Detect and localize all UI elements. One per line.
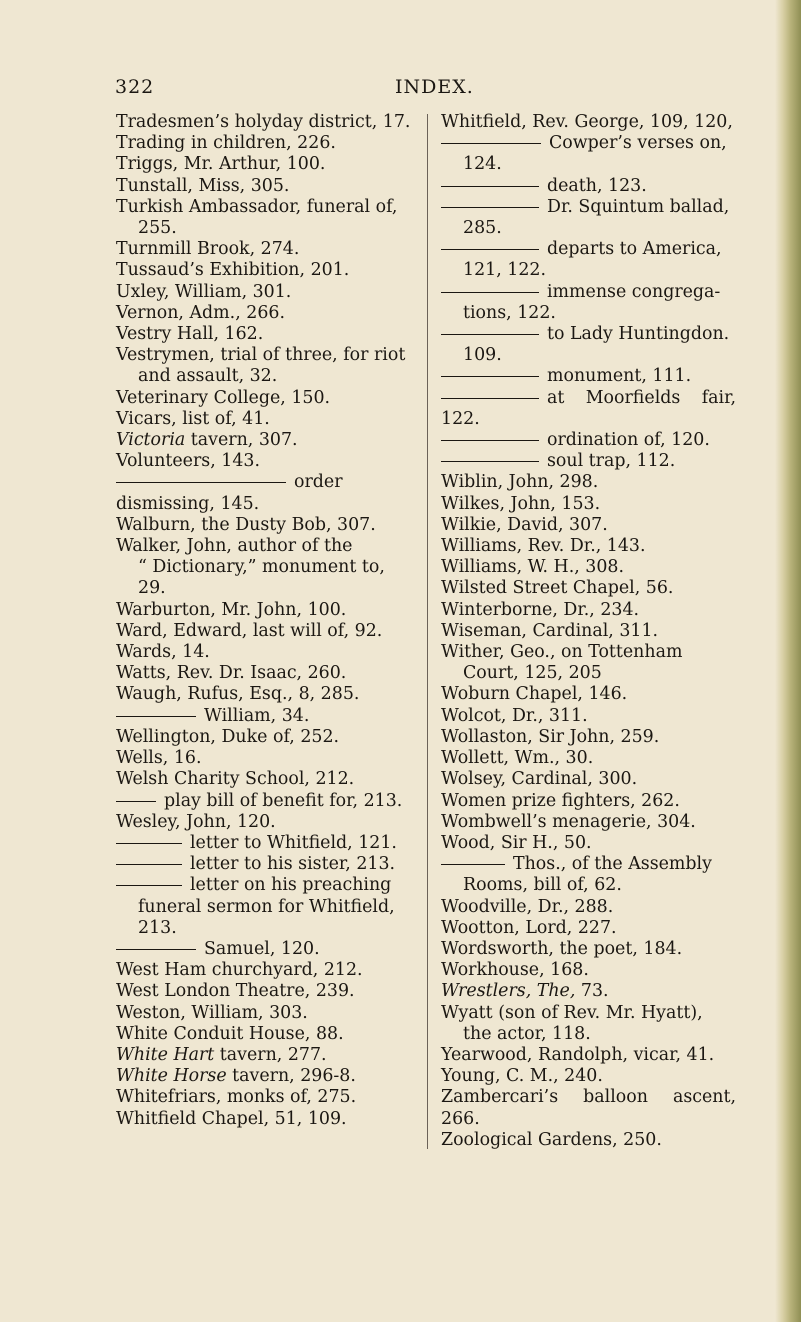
index-entry xyxy=(116,133,414,154)
index-entry xyxy=(441,684,736,705)
entry-text: White Conduit House, 88. xyxy=(116,1023,344,1044)
entry-text: Woodville, Dr., 288. xyxy=(441,896,614,917)
index-entry-continuation xyxy=(441,218,736,239)
entry-text: 255. xyxy=(138,218,177,239)
index-subentry xyxy=(441,133,736,154)
entry-text: Wombwell’s menagerie, 304. xyxy=(441,811,696,832)
index-entry xyxy=(441,112,736,133)
entry-text: Wilsted Street Chapel, 56. xyxy=(441,578,674,599)
ditto-dash xyxy=(441,440,539,441)
entry-text: tavern, 307. xyxy=(185,430,298,451)
entry-text: Williams, W. H., 308. xyxy=(441,557,625,578)
entry-text: Vernon, Adm., 266. xyxy=(116,302,285,323)
index-entry xyxy=(116,1087,414,1108)
entry-text: Turnmill Brook, 274. xyxy=(116,239,300,260)
index-entry xyxy=(441,706,736,727)
index-entry-continuation xyxy=(116,897,414,918)
index-entry xyxy=(116,197,414,218)
index-entry xyxy=(441,727,736,748)
index-entry xyxy=(441,642,736,663)
index-entry-continuation xyxy=(116,557,414,578)
index-subentry xyxy=(441,239,736,260)
entry-text: Wordsworth, the poet, 184. xyxy=(441,938,683,959)
index-entry xyxy=(116,642,414,663)
entry-text: Wards, 14. xyxy=(116,642,210,663)
ditto-dash xyxy=(441,461,539,462)
entry-text: Zambercari’s balloon ascent, 266. xyxy=(441,1087,736,1129)
entry-text: Williams, Rev. Dr., 143. xyxy=(441,536,646,557)
entry-text: Wyatt (son of Rev. Mr. Hyatt), xyxy=(441,1002,703,1023)
index-entry xyxy=(116,1003,414,1024)
italic-term: Victoria xyxy=(116,430,186,451)
entry-text: Veterinary College, 150. xyxy=(116,387,331,408)
index-subentry xyxy=(116,875,414,896)
entry-text: West London Theatre, 239. xyxy=(116,981,355,1002)
index-subentry xyxy=(441,388,736,430)
column-divider xyxy=(427,114,428,1149)
index-entry xyxy=(116,388,414,409)
index-entry-continuation xyxy=(441,663,736,684)
entry-text: Wootton, Lord, 227. xyxy=(441,917,617,938)
right-index-column xyxy=(441,112,736,1151)
index-entry-continuation xyxy=(116,218,414,239)
entry-text: monument, 111. xyxy=(547,366,692,387)
entry-text: to Lady Huntingdon. xyxy=(547,324,730,345)
index-subentry xyxy=(441,282,736,303)
index-entry xyxy=(441,600,736,621)
entry-text: tavern, 296-8. xyxy=(226,1066,356,1087)
entry-text: Yearwood, Randolph, vicar, 41. xyxy=(441,1044,715,1065)
entry-text: Thos., of the Assembly xyxy=(513,854,712,875)
entry-text: Trading in children, 226. xyxy=(116,133,336,154)
entry-text: Wither, Geo., on Tottenham xyxy=(441,642,683,663)
index-entry xyxy=(116,621,414,642)
entry-text: Wiblin, John, 298. xyxy=(441,472,599,493)
index-entry xyxy=(116,1045,414,1066)
entry-text: Whitfield, Rev. George, 109, 120, xyxy=(441,112,733,132)
entry-text: Wilkie, David, 307. xyxy=(441,514,608,535)
index-entry xyxy=(116,1024,414,1045)
entry-text: 29. xyxy=(138,578,166,599)
running-title: INDEX. xyxy=(395,76,474,98)
index-entry xyxy=(441,769,736,790)
index-subentry xyxy=(116,791,414,812)
entry-text: Zoological Gardens, 250. xyxy=(441,1129,662,1150)
ditto-dash xyxy=(441,143,541,144)
index-entry xyxy=(116,324,414,345)
index-entry xyxy=(116,684,414,705)
entry-text: Tussaud’s Exhibition, 201. xyxy=(116,260,350,281)
entry-text: 285. xyxy=(463,218,502,239)
index-subentry xyxy=(116,854,414,875)
index-entry xyxy=(441,621,736,642)
index-entry-continuation xyxy=(116,918,414,939)
entry-text: death, 123. xyxy=(547,175,647,196)
index-entry xyxy=(441,1045,736,1066)
italic-term: White Horse xyxy=(116,1066,227,1087)
ditto-dash xyxy=(441,376,539,377)
entry-text: Volunteers, 143. xyxy=(116,451,260,472)
index-entry xyxy=(116,176,414,197)
entry-text: Young, C. M., 240. xyxy=(441,1066,603,1087)
index-entry xyxy=(441,472,736,493)
index-entry xyxy=(441,578,736,599)
entry-text: Walker, John, author of the xyxy=(116,536,353,557)
entry-text: Wollaston, Sir John, 259. xyxy=(441,726,660,747)
book-spine-edge xyxy=(775,0,801,1322)
index-entry-continuation xyxy=(441,154,736,175)
index-subentry xyxy=(441,324,736,345)
index-entry xyxy=(441,939,736,960)
entry-text: Whitfield Chapel, 51, 109. xyxy=(116,1108,347,1129)
entry-text: Vestrymen, trial of three, for riot xyxy=(116,345,406,366)
entry-text: play bill of benefit for, 213. xyxy=(164,790,403,811)
entry-text: Wollett, Wm., 30. xyxy=(441,748,594,769)
index-entry xyxy=(441,515,736,536)
index-entry xyxy=(116,430,414,451)
entry-text: Triggs, Mr. Arthur, 100. xyxy=(116,154,326,175)
index-entry xyxy=(441,536,736,557)
index-entry xyxy=(116,515,414,536)
entry-text: letter to Whitfield, 121. xyxy=(190,832,397,853)
index-entry xyxy=(116,1066,414,1087)
entry-text: ordination of, 120. xyxy=(547,430,710,451)
index-subentry xyxy=(441,176,736,197)
index-entry xyxy=(441,833,736,854)
entry-text: Wesley, John, 120. xyxy=(116,811,276,832)
entry-text: Turkish Ambassador, funeral of, xyxy=(116,196,398,217)
index-entry xyxy=(441,1087,736,1129)
ditto-dash xyxy=(116,482,286,483)
left-index-column xyxy=(116,112,414,1130)
entry-text: Tradesmen’s holyday district, 17. xyxy=(116,112,411,132)
index-entry-continuation xyxy=(441,1024,736,1045)
entry-text: “ Dictionary,” monument to, xyxy=(138,557,385,578)
entry-text: letter on his preaching xyxy=(190,875,392,896)
ditto-dash xyxy=(116,949,196,950)
entry-text: 73. xyxy=(575,981,609,1002)
ditto-dash xyxy=(441,292,539,293)
entry-text: Welsh Charity School, 212. xyxy=(116,769,355,790)
index-entry xyxy=(116,451,414,472)
entry-text: departs to America, xyxy=(547,239,722,260)
ditto-dash xyxy=(441,249,539,250)
entry-text: Tunstall, Miss, 305. xyxy=(116,175,290,196)
index-entry xyxy=(116,282,414,303)
entry-text: Ward, Edward, last will of, 92. xyxy=(116,620,383,641)
index-entry xyxy=(116,409,414,430)
entry-text: and assault, 32. xyxy=(138,366,278,387)
page-header xyxy=(115,76,725,106)
index-subentry xyxy=(116,706,414,727)
entry-text: soul trap, 112. xyxy=(547,451,676,472)
entry-text: 213. xyxy=(138,917,177,938)
index-entry xyxy=(116,239,414,260)
entry-text: Wolcot, Dr., 311. xyxy=(441,705,588,726)
index-entry xyxy=(441,918,736,939)
index-subentry xyxy=(441,197,736,218)
index-subentry xyxy=(441,430,736,451)
entry-text: at Moorfields fair, 122. xyxy=(441,387,736,429)
index-entry xyxy=(441,557,736,578)
index-entry-continuation xyxy=(116,366,414,387)
index-entry xyxy=(441,748,736,769)
index-entry xyxy=(116,260,414,281)
index-entry xyxy=(116,960,414,981)
index-entry xyxy=(441,1003,736,1024)
page-number: 322 xyxy=(115,76,155,98)
italic-term: Wrestlers, The, xyxy=(441,981,576,1002)
ditto-dash xyxy=(116,864,182,865)
entry-text: Samuel, 120. xyxy=(204,938,320,959)
index-entry xyxy=(116,345,414,366)
entry-text: Wells, 16. xyxy=(116,748,202,769)
entry-text: Vicars, list of, 41. xyxy=(116,408,270,429)
entry-text: funeral sermon for Whitfield, xyxy=(138,896,395,917)
index-entry xyxy=(116,154,414,175)
ditto-dash xyxy=(441,398,539,399)
ditto-dash xyxy=(441,186,539,187)
entry-text: 109. xyxy=(463,345,502,366)
entry-text: Woburn Chapel, 146. xyxy=(441,684,628,705)
entry-text: Wiseman, Cardinal, 311. xyxy=(441,620,659,641)
italic-term: White Hart xyxy=(116,1044,215,1065)
index-subentry xyxy=(441,366,736,387)
index-entry-continuation xyxy=(116,578,414,599)
entry-text: immense congrega- xyxy=(547,281,721,302)
index-entry xyxy=(116,112,414,133)
entry-text: Wood, Sir H., 50. xyxy=(441,832,592,853)
index-entry xyxy=(441,1066,736,1087)
entry-text: Women prize fighters, 262. xyxy=(441,790,680,811)
entry-text: Weston, William, 303. xyxy=(116,1002,308,1023)
index-entry-continuation xyxy=(441,260,736,281)
index-entry xyxy=(441,960,736,981)
index-subentry xyxy=(441,854,736,875)
entry-text: order dismissing, 145. xyxy=(116,472,343,514)
entry-text: Winterborne, Dr., 234. xyxy=(441,599,640,620)
index-subentry xyxy=(441,451,736,472)
entry-text: Warburton, Mr. John, 100. xyxy=(116,599,347,620)
index-entry xyxy=(116,536,414,557)
entry-text: 121, 122. xyxy=(463,260,546,281)
index-entry xyxy=(116,812,414,833)
ditto-dash xyxy=(116,843,182,844)
ditto-dash xyxy=(441,334,539,335)
index-entry-continuation xyxy=(441,875,736,896)
index-entry xyxy=(116,303,414,324)
index-entry xyxy=(441,897,736,918)
index-entry-continuation xyxy=(441,303,736,324)
index-entry xyxy=(116,981,414,1002)
index-entry xyxy=(441,812,736,833)
entry-text: 124. xyxy=(463,154,502,175)
entry-text: Court, 125, 205 xyxy=(463,663,602,684)
entry-text: Watts, Rev. Dr. Isaac, 260. xyxy=(116,663,347,684)
entry-text: Waugh, Rufus, Esq., 8, 285. xyxy=(116,684,360,705)
index-subentry xyxy=(116,833,414,854)
entry-text: West Ham churchyard, 212. xyxy=(116,960,363,981)
index-subentry xyxy=(116,472,414,514)
ditto-dash xyxy=(441,207,539,208)
index-entry xyxy=(441,1130,736,1151)
index-entry xyxy=(441,791,736,812)
entry-text: Walburn, the Dusty Bob, 307. xyxy=(116,514,376,535)
entry-text: Dr. Squintum ballad, xyxy=(547,196,730,217)
index-entry xyxy=(441,494,736,515)
index-entry xyxy=(441,981,736,1002)
entry-text: Cowper’s verses on, xyxy=(549,133,727,154)
entry-text: Wellington, Duke of, 252. xyxy=(116,726,340,747)
ditto-dash xyxy=(116,801,156,802)
entry-text: tavern, 277. xyxy=(214,1044,327,1065)
entry-text: Workhouse, 168. xyxy=(441,960,589,981)
ditto-dash xyxy=(116,885,182,886)
entry-text: letter to his sister, 213. xyxy=(190,854,396,875)
ditto-dash xyxy=(441,864,505,865)
index-entry xyxy=(116,600,414,621)
entry-text: Wolsey, Cardinal, 300. xyxy=(441,769,638,790)
index-subentry xyxy=(116,939,414,960)
entry-text: Whitefriars, monks of, 275. xyxy=(116,1087,357,1108)
index-entry xyxy=(116,663,414,684)
entry-text: tions, 122. xyxy=(463,302,556,323)
entry-text: Vestry Hall, 162. xyxy=(116,324,264,345)
index-entry xyxy=(116,748,414,769)
entry-text: Rooms, bill of, 62. xyxy=(463,875,622,896)
index-entry xyxy=(116,1109,414,1130)
ditto-dash xyxy=(116,716,196,717)
index-entry xyxy=(116,769,414,790)
index-entry-continuation xyxy=(441,345,736,366)
entry-text: the actor, 118. xyxy=(463,1023,591,1044)
index-entry xyxy=(116,727,414,748)
entry-text: Wilkes, John, 153. xyxy=(441,493,601,514)
entry-text: William, 34. xyxy=(204,705,310,726)
entry-text: Uxley, William, 301. xyxy=(116,281,292,302)
